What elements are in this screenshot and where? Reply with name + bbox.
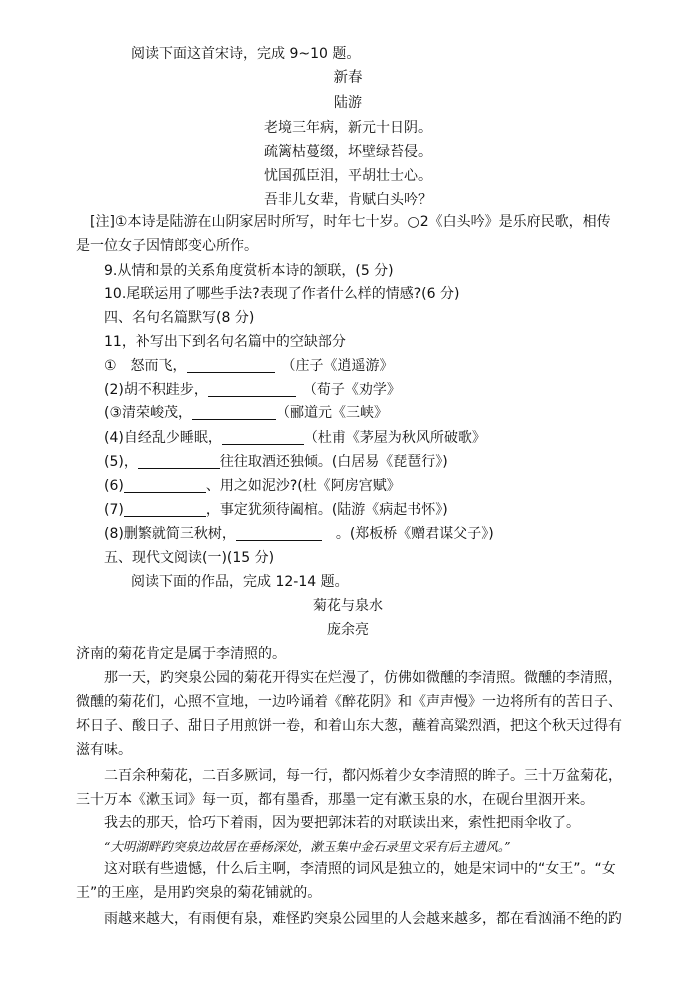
fill-blank-source: ，事定犹须待阖棺。(陆游《病起书怀》) — [205, 502, 448, 518]
prose-author: 庞余亮 — [327, 622, 369, 638]
fill-blank-prefix: (8)删繁就简三秋树， — [104, 526, 236, 542]
fill-blank-prefix: (5)， — [104, 454, 138, 470]
fill-blank-prefix: (2)胡不积跬步， — [104, 382, 208, 398]
prose-line: 二百余种菊花，二百多厥词，每一行，都闪烁着少女李清照的眸子。三十万盆菊花， — [104, 768, 622, 784]
poem-line: 老境三年病，新元十日阴。 — [264, 120, 432, 136]
fill-blank-prefix: (③清荣峻茂， — [104, 405, 193, 421]
prose-line: 这对联有些遗憾，什么后主啊，李清照的词风是独立的，她是宋词中的“女王”。“女 — [104, 861, 616, 877]
question-9: 9.从情和景的关系角度赏析本诗的颔联，(5 分) — [104, 263, 394, 279]
answer-blank[interactable] — [138, 453, 220, 469]
fill-blank-source: 往往取酒还独倾。(白居易《琵琶行》) — [219, 454, 448, 470]
answer-blank[interactable] — [124, 501, 206, 517]
fill-blank-prefix: (6) — [104, 478, 124, 494]
fill-blank-item — [104, 403, 388, 423]
prose-reading-instruction: 阅读下面的作品，完成 12-14 题。 — [131, 574, 349, 590]
fill-blank-source: （庄子《逍遥游》 — [274, 358, 394, 374]
fill-blank-prefix: ① 怒而飞， — [104, 358, 187, 374]
prose-line: 王”的王座，是用趵突泉的菊花铺就的。 — [76, 885, 322, 901]
answer-blank[interactable] — [208, 381, 296, 397]
fill-blank-item — [104, 428, 486, 448]
prose-line: 微醺的菊花们，心照不宣地，一边吟诵着《醉花阴》和《声声慢》一边将所有的苦日子、 — [76, 694, 622, 710]
fill-blank-prefix: (7) — [104, 502, 124, 518]
fill-blank-item — [104, 500, 448, 520]
prose-line: 济南的菊花肯定是属于李清照的。 — [76, 646, 286, 662]
poem-note-line-1: [注]①本诗是陆游在山阴家居时所写，时年七十岁。○2《白头吟》是乐府民歌，相传 — [90, 214, 611, 230]
poem-title: 新春 — [333, 70, 363, 86]
poem-author: 陆游 — [334, 95, 362, 111]
fill-blank-source: （荀子《劝学》 — [295, 382, 401, 398]
section-4-heading: 四、名句名篇默写(8 分) — [104, 310, 255, 326]
prose-title: 菊花与泉水 — [313, 598, 383, 614]
prose-line: 那一天，趵突泉公园的菊花开得实在烂漫了，仿佛如微醺的李清照。微醺的李清照， — [104, 670, 622, 686]
prose-line: 三十万本《漱玉词》每一页，都有墨香，那墨一定有漱玉泉的水，在砚台里洇开来。 — [76, 792, 594, 808]
fill-blank-item — [104, 380, 401, 400]
fill-blank-source: （郦道元《三峡》 — [276, 405, 389, 421]
answer-blank[interactable] — [192, 404, 276, 420]
fill-blank-source: （杜甫《茅屋为秋风所破歌》 — [303, 430, 486, 446]
fill-blank-item — [104, 356, 394, 376]
question-10: 10.尾联运用了哪些手法?表现了作者什么样的情感?(6 分) — [104, 286, 460, 302]
section-5-heading: 五、现代文阅读(一)(15 分) — [104, 550, 275, 566]
couplet-quote: “大明湖畔趵突泉边故居在垂杨深处，漱玉集中金石录里文采有后主遗风。” — [104, 839, 511, 854]
fill-blank-source: 、用之如泥沙?(杜《阿房宫赋》 — [205, 478, 401, 494]
poem-line: 吾非儿女辈，肯赋白头吟？ — [264, 192, 432, 208]
fill-blank-prefix: (4)自经乱少睡眠， — [104, 430, 222, 446]
answer-blank[interactable] — [124, 477, 206, 493]
fill-blank-source: 。(郑板桥《赠君谋父子》) — [321, 526, 494, 542]
poem-note-line-2: 是一位女子因情郎变心所作。 — [76, 238, 258, 254]
prose-line: 坏日子、酸日子、甜日子用煎饼一卷，和着山东大葱，蘸着高粱烈酒，把这个秋天过得有 — [76, 718, 622, 734]
prose-line: 雨越来越大，有雨便有泉，难怪趵突泉公园里的人会越来越多，都在看汹涌不绝的趵 — [104, 911, 622, 927]
fill-blank-item — [104, 476, 401, 496]
question-11: 11，补写出下到名句名篇中的空缺部分 — [104, 334, 346, 350]
poem-line: 疏篱枯蔓缀，坏壁绿苔侵。 — [264, 144, 432, 160]
prose-line: 我去的那天，恰巧下着雨，因为要把郭沫若的对联读出来，索性把雨伞收了。 — [104, 815, 580, 831]
fill-blank-item — [104, 452, 448, 472]
answer-blank[interactable] — [222, 429, 304, 445]
fill-blank-item — [104, 524, 494, 544]
poem-line: 忧国孤臣泪，平胡壮士心。 — [264, 168, 432, 184]
answer-blank[interactable] — [236, 525, 322, 541]
prose-line: 滋有味。 — [76, 742, 132, 758]
poem-reading-instruction: 阅读下面这首宋诗，完成 9~10 题。 — [131, 46, 361, 62]
answer-blank[interactable] — [187, 357, 275, 373]
